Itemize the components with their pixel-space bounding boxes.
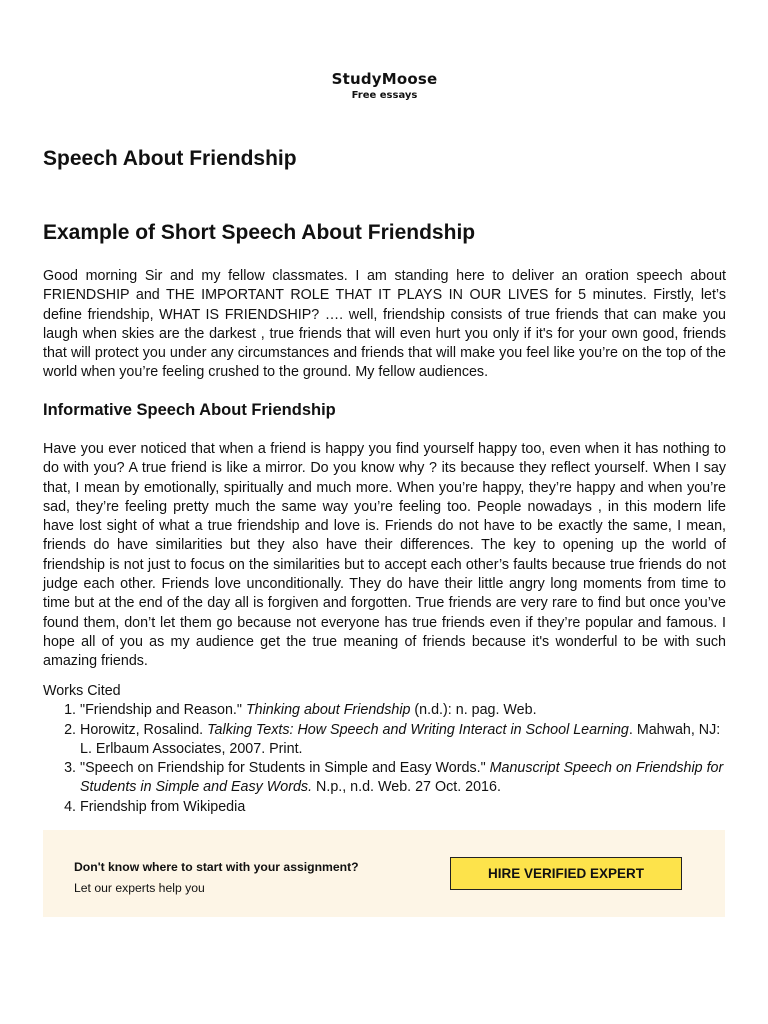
citation-item	[80, 759, 726, 798]
works-cited-list	[43, 701, 726, 817]
citation-item	[80, 701, 726, 720]
cta-question: Don't know where to start with your assignment?	[74, 860, 359, 874]
citation-details: . Mahwah, NJ: L. Erlbaum Associates, 2007. Print.	[80, 721, 721, 757]
brand-header	[43, 70, 726, 101]
section-heading: Informative Speech About Friendship	[43, 401, 336, 419]
page-title: Speech About Friendship	[43, 147, 297, 170]
citation-title: Manuscript Speech on Friendship for Students in Simple and Easy Words.	[80, 760, 724, 796]
brand-logo[interactable]: StudyMoose	[331, 70, 438, 88]
citation-details: N.p., n.d. Web. 27 Oct. 2016.	[312, 779, 501, 796]
brand-tagline: Free essays	[351, 90, 418, 101]
citation-text: "Speech on Friendship for Students in Simple and Easy Words."	[80, 760, 490, 777]
hire-expert-banner	[43, 830, 725, 917]
works-cited-label: Works Cited	[43, 683, 121, 699]
intro-paragraph: Good morning Sir and my fellow classmates. I am standing here to deliver an oration speech about FRIENDSHIP and THE IMPORTANT ROLE THAT IT PLAYS IN OUR LIVES for 5 minutes. Firstly, let’s define friendship, WHAT IS FRIENDSHIP? …. well, friendship consists of true friends that can make you laugh when skies are the darkest , true friends that will even hurt you only if it's for your own good, friends that will protect you under any circumstances and friends that will make you feel like you’re on the top of the world when you’re feeling crushed to the ground. My fellow audiences.	[43, 268, 726, 381]
citation-details: (n.d.): n. pag. Web.	[410, 702, 537, 719]
citation-text: "Friendship and Reason."	[80, 702, 246, 719]
citation-title: Thinking about Friendship	[245, 702, 411, 719]
citation-text: Horowitz, Rosalind.	[80, 721, 208, 738]
works-cited	[43, 682, 726, 817]
citation-item	[80, 721, 726, 760]
body-paragraph: Have you ever noticed that when a friend is happy you find yourself happy too, even when it has nothing to do with you? A true friend is like a mirror. Do you know why ? its because they reflect yourself. When I say that, I mean by emotionally, spiritually and much more. When you’re happy, they’re happy and when you’re sad, they’re feeling pretty much the same way you’re feeling too. People nowadays , in this modern life have lost sight of what a true friendship and love is. Friends do not have to be exactly the same, I mean, friends do have similarities but they also have their differences. The key to opening up the world of friendship is not just to focus on the similarities but to accept each other’s faults because true friends do not judge each other. Friends love unconditionally. They do have their little angry long moments from time to time but at the end of the day all is forgiven and forgotten. True friends are very rare to find but once you’ve found them, don’t let them go because not everyone has true friends even if they’re popular and famous. I hope all of you as my audience get the true meaning of friends because it's wonderful to be with such amazing friends.	[43, 441, 726, 670]
article-subtitle: Example of Short Speech About Friendship	[43, 221, 476, 244]
hire-verified-expert-button[interactable]: HIRE VERIFIED EXPERT	[450, 857, 682, 890]
citation-item	[80, 798, 726, 817]
citation-text: Friendship from Wikipedia	[80, 798, 246, 815]
citation-title: Talking Texts: How Speech and Writing Interact in School Learning	[207, 721, 629, 738]
cta-subtext: Let our experts help you	[74, 881, 205, 895]
